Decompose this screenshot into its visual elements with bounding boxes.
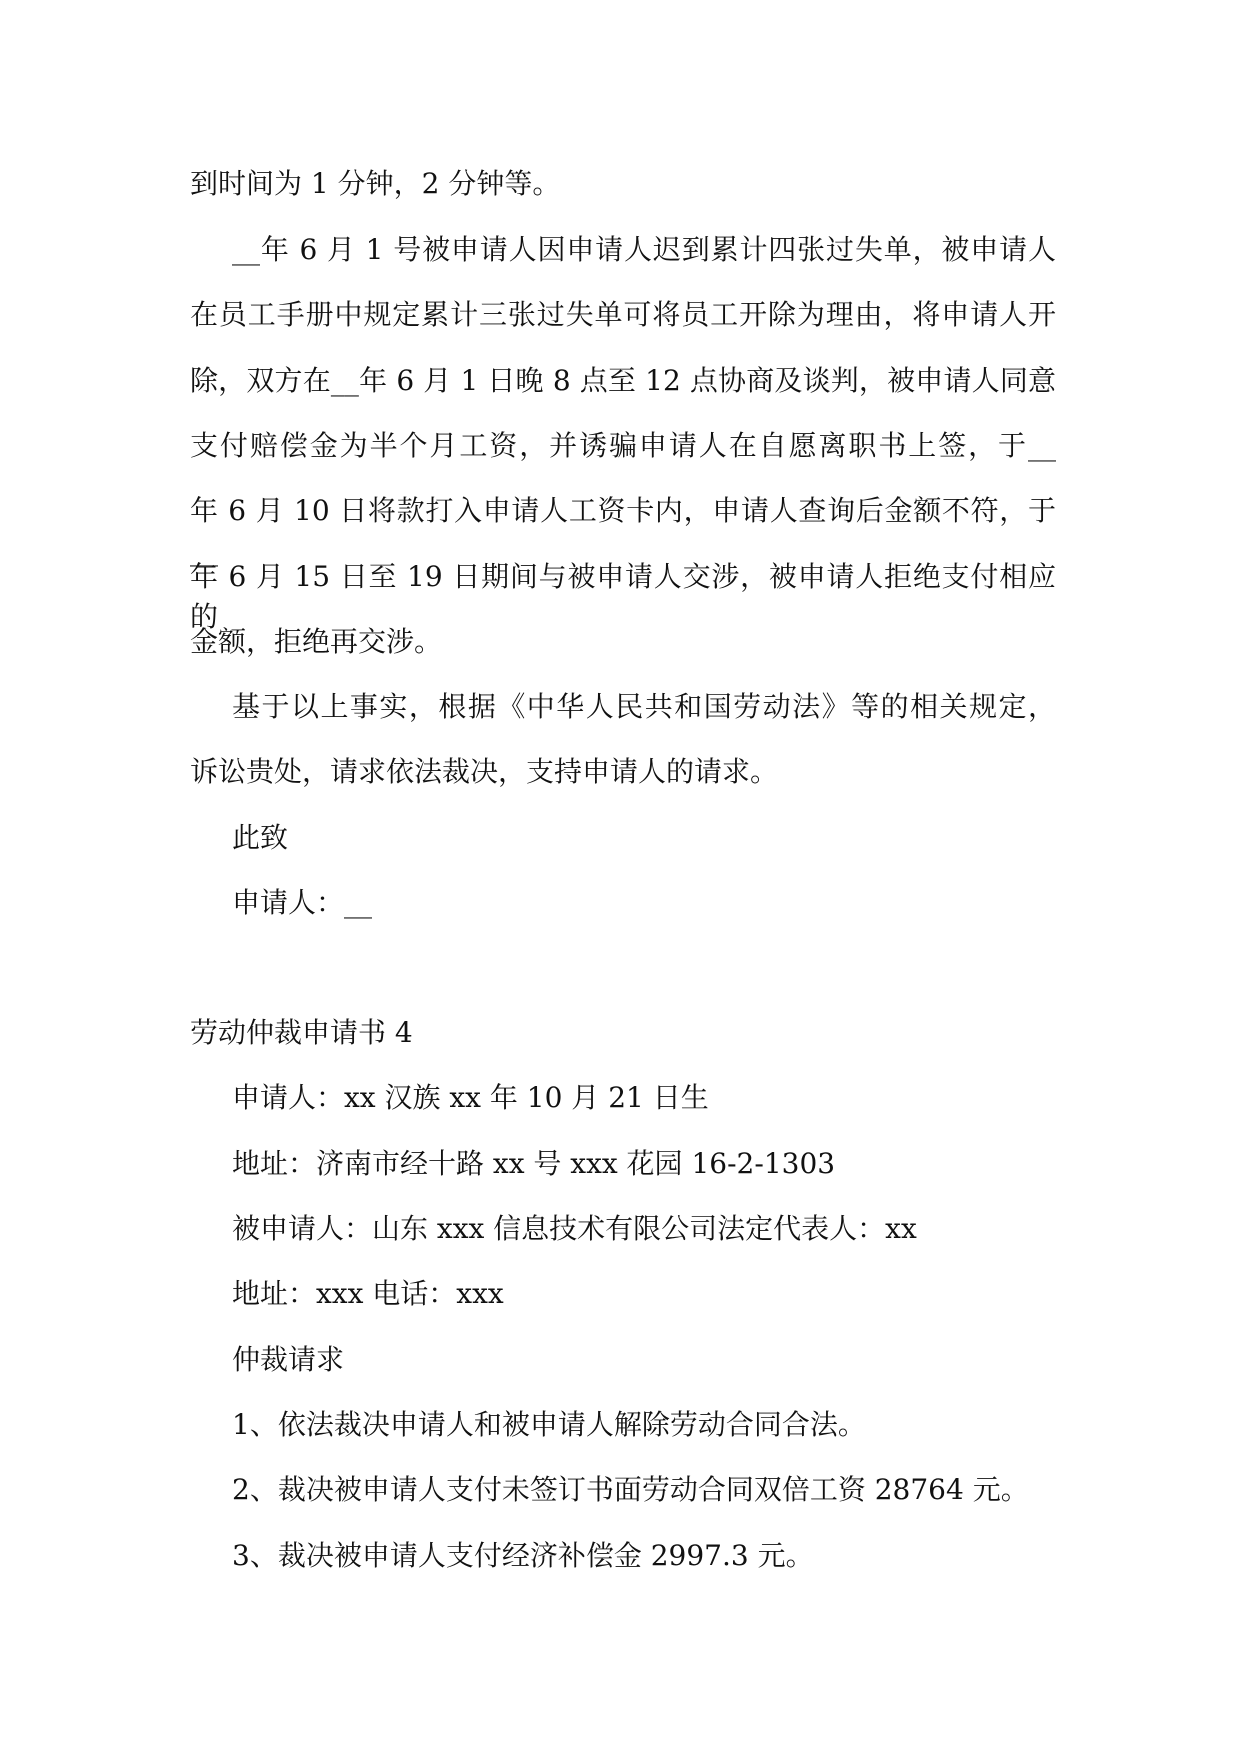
paragraph-line: 金额，拒绝再交涉。 (190, 625, 443, 658)
paragraph-line: 除，双方在__年 6 月 1 日晚 8 点至 12 点协商及谈判，被申请人同意 (190, 364, 1056, 397)
requests-heading: 仲裁请求 (232, 1343, 345, 1376)
section-title: 劳动仲裁申请书 4 (190, 1016, 413, 1049)
paragraph-line: 在员工手册中规定累计三张过失单可将员工开除为理由，将申请人开 (190, 298, 1056, 331)
paragraph-line: 到时间为 1 分钟，2 分钟等。 (190, 167, 561, 200)
respondent-address: 地址：xxx 电话：xxx (232, 1277, 504, 1310)
request-item: 1、依法裁决申请人和被申请人解除劳动合同合法。 (232, 1408, 866, 1441)
paragraph-line: 基于以上事实，根据《中华人民共和国劳动法》等的相关规定， (232, 690, 1056, 723)
respondent-info: 被申请人：山东 xxx 信息技术有限公司法定代表人：xx (232, 1212, 917, 1245)
paragraph-line: 年 6 月 10 日将款打入申请人工资卡内，申请人查询后金额不符，于__ (190, 494, 1056, 567)
paragraph-line: 支付赔偿金为半个月工资，并诱骗申请人在自愿离职书上签，于__ (190, 429, 1056, 462)
applicant-signature-line: 申请人：__ (232, 886, 373, 919)
request-item: 2、裁决被申请人支付未签订书面劳动合同双倍工资 28764 元。 (232, 1473, 1029, 1506)
applicant-address: 地址：济南市经十路 xx 号 xxx 花园 16-2-1303 (232, 1147, 836, 1180)
applicant-info: 申请人：xx 汉族 xx 年 10 月 21 日生 (232, 1081, 709, 1114)
paragraph-line: 诉讼贵处，请求依法裁决，支持申请人的请求。 (190, 755, 779, 788)
request-item: 3、裁决被申请人支付经济补偿金 2997.3 元。 (232, 1539, 814, 1572)
paragraph-line: __年 6 月 1 号被申请人因申请人迟到累计四张过失单，被申请人 (232, 233, 1056, 266)
paragraph-line: 年 6 月 15 日至 19 日期间与被申请人交涉，被申请人拒绝支付相应的 (190, 560, 1056, 633)
closing-text: 此致 (232, 821, 289, 854)
